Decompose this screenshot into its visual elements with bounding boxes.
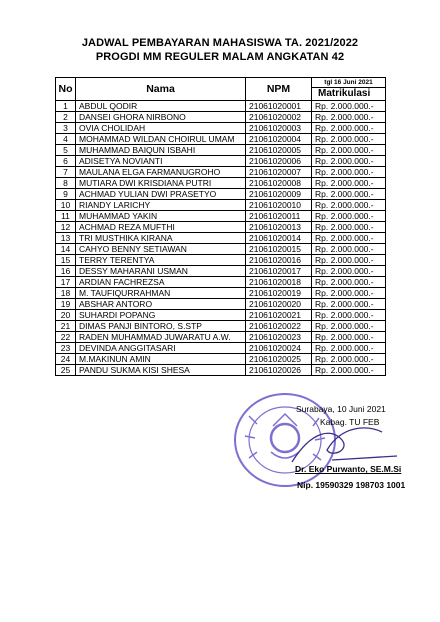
row-amount: Rp. 2.000.000.-	[312, 332, 386, 343]
row-no: 16	[56, 266, 76, 277]
table-body	[56, 101, 386, 376]
row-npm: 21061020018	[246, 277, 312, 288]
row-nama: M. TAUFIQURRAHMAN	[76, 288, 246, 299]
header-npm: NPM	[246, 78, 312, 101]
row-amount: Rp. 2.000.000.-	[312, 321, 386, 332]
row-npm: 21061020013	[246, 222, 312, 233]
row-no: 18	[56, 288, 76, 299]
row-npm: 21061020014	[246, 233, 312, 244]
row-no: 15	[56, 255, 76, 266]
row-npm: 21061020011	[246, 211, 312, 222]
row-nama: RADEN MUHAMMAD JUWARATU A.W.	[76, 332, 246, 343]
row-no: 20	[56, 310, 76, 321]
signature-place-date: Surabaya, 10 Juni 2021	[296, 404, 386, 414]
row-nama: ABDUL QODIR	[76, 101, 246, 112]
table-row	[56, 244, 386, 255]
row-npm: 21061020015	[246, 244, 312, 255]
row-no: 11	[56, 211, 76, 222]
row-amount: Rp. 2.000.000.-	[312, 178, 386, 189]
row-no: 4	[56, 134, 76, 145]
document-subtitle: PROGDI MM REGULER MALAM ANGKATAN 42	[95, 51, 345, 63]
row-amount: Rp. 2.000.000.-	[312, 354, 386, 365]
table-row	[56, 343, 386, 354]
row-amount: Rp. 2.000.000.-	[312, 189, 386, 200]
row-nama: OVIA CHOLIDAH	[76, 123, 246, 134]
table-row	[56, 365, 386, 376]
row-npm: 21061020026	[246, 365, 312, 376]
row-nama: ACHMAD YULIAN DWI PRASETYO	[76, 189, 246, 200]
row-npm: 21061020009	[246, 189, 312, 200]
row-npm: 21061020005	[246, 145, 312, 156]
signatory-name: Dr. Eko Purwanto, SE.M.Si	[295, 464, 402, 474]
row-npm: 21061020019	[246, 288, 312, 299]
header-date: tgl 16 Juni 2021	[312, 78, 386, 88]
row-no: 24	[56, 354, 76, 365]
table-row	[56, 266, 386, 277]
table-row	[56, 299, 386, 310]
row-npm: 21061020021	[246, 310, 312, 321]
row-amount: Rp. 2.000.000.-	[312, 365, 386, 376]
row-npm: 21061020017	[246, 266, 312, 277]
table-row	[56, 233, 386, 244]
header-nama: Nama	[76, 78, 246, 101]
signatory-nip: Nip. 19590329 198703 1001	[297, 480, 406, 490]
row-nama: MUHAMMAD BAIQUN ISBAHI	[76, 145, 246, 156]
table-row	[56, 277, 386, 288]
row-amount: Rp. 2.000.000.-	[312, 156, 386, 167]
row-no: 7	[56, 167, 76, 178]
document-title: JADWAL PEMBAYARAN MAHASISWA TA. 2021/2022	[81, 37, 359, 49]
row-amount: Rp. 2.000.000.-	[312, 101, 386, 112]
row-no: 25	[56, 365, 76, 376]
row-nama: ADISETYA NOVIANTI	[76, 156, 246, 167]
table-row	[56, 222, 386, 233]
row-nama: MAULANA ELGA FARMANUGROHO	[76, 167, 246, 178]
row-nama: SUHARDI POPANG	[76, 310, 246, 321]
table-row	[56, 101, 386, 112]
table-row	[56, 167, 386, 178]
row-nama: ARDIAN FACHREZSA	[76, 277, 246, 288]
row-no: 19	[56, 299, 76, 310]
row-no: 8	[56, 178, 76, 189]
row-no: 10	[56, 200, 76, 211]
row-no: 12	[56, 222, 76, 233]
table-row	[56, 310, 386, 321]
row-nama: PANDU SUKMA KISI SHESA	[76, 365, 246, 376]
row-npm: 21061020003	[246, 123, 312, 134]
row-amount: Rp. 2.000.000.-	[312, 310, 386, 321]
row-amount: Rp. 2.000.000.-	[312, 200, 386, 211]
table-row	[56, 211, 386, 222]
row-npm: 21061020023	[246, 332, 312, 343]
row-no: 14	[56, 244, 76, 255]
row-no: 22	[56, 332, 76, 343]
row-nama: DESSY MAHARANI USMAN	[76, 266, 246, 277]
row-npm: 21061020007	[246, 167, 312, 178]
row-amount: Rp. 2.000.000.-	[312, 299, 386, 310]
row-nama: DANSEI GHORA NIRBONO	[76, 112, 246, 123]
row-no: 23	[56, 343, 76, 354]
table-row	[56, 189, 386, 200]
table-row	[56, 332, 386, 343]
row-npm: 21061020025	[246, 354, 312, 365]
row-no: 2	[56, 112, 76, 123]
row-amount: Rp. 2.000.000.-	[312, 244, 386, 255]
row-nama: CAHYO BENNY SETIAWAN	[76, 244, 246, 255]
table-row	[56, 134, 386, 145]
row-nama: MUHAMMAD YAKIN	[76, 211, 246, 222]
signature-role: Kabag. TU FEB	[320, 417, 380, 427]
table-row	[56, 255, 386, 266]
row-nama: M.MAKINUN AMIN	[76, 354, 246, 365]
row-npm: 21061020024	[246, 343, 312, 354]
table-row	[56, 156, 386, 167]
row-amount: Rp. 2.000.000.-	[312, 145, 386, 156]
row-no: 13	[56, 233, 76, 244]
row-nama: DEVINDA ANGGITASARI	[76, 343, 246, 354]
row-npm: 21061020022	[246, 321, 312, 332]
row-no: 17	[56, 277, 76, 288]
row-amount: Rp. 2.000.000.-	[312, 277, 386, 288]
table-row	[56, 321, 386, 332]
row-npm: 21061020020	[246, 299, 312, 310]
row-amount: Rp. 2.000.000.-	[312, 255, 386, 266]
table-row	[56, 123, 386, 134]
row-amount: Rp. 2.000.000.-	[312, 266, 386, 277]
row-no: 3	[56, 123, 76, 134]
row-npm: 21061020006	[246, 156, 312, 167]
row-nama: TERRY TERENTYA	[76, 255, 246, 266]
row-nama: TRI MUSTHIKA KIRANA	[76, 233, 246, 244]
row-amount: Rp. 2.000.000.-	[312, 222, 386, 233]
row-nama: MUTIARA DWI KRISDIANA PUTRI	[76, 178, 246, 189]
row-nama: DIMAS PANJI BINTORO, S.STP	[76, 321, 246, 332]
row-no: 1	[56, 101, 76, 112]
table-row	[56, 112, 386, 123]
row-nama: MOHAMMAD WILDAN CHOIRUL UMAM	[76, 134, 246, 145]
row-npm: 21061020010	[246, 200, 312, 211]
row-amount: Rp. 2.000.000.-	[312, 343, 386, 354]
row-no: 21	[56, 321, 76, 332]
table-row	[56, 145, 386, 156]
row-amount: Rp. 2.000.000.-	[312, 167, 386, 178]
row-nama: ABSHAR ANTORO	[76, 299, 246, 310]
row-nama: RIANDY LARICHY	[76, 200, 246, 211]
row-amount: Rp. 2.000.000.-	[312, 112, 386, 123]
row-npm: 21061020008	[246, 178, 312, 189]
row-npm: 21061020002	[246, 112, 312, 123]
table-row	[56, 200, 386, 211]
table-row	[56, 354, 386, 365]
header-matrikulasi: Matrikulasi	[312, 88, 386, 101]
row-npm: 21061020004	[246, 134, 312, 145]
table-row	[56, 178, 386, 189]
row-no: 9	[56, 189, 76, 200]
header-no: No	[56, 78, 76, 101]
row-amount: Rp. 2.000.000.-	[312, 123, 386, 134]
row-amount: Rp. 2.000.000.-	[312, 211, 386, 222]
row-npm: 21061020016	[246, 255, 312, 266]
table-row	[56, 288, 386, 299]
row-amount: Rp. 2.000.000.-	[312, 134, 386, 145]
row-no: 6	[56, 156, 76, 167]
row-no: 5	[56, 145, 76, 156]
row-npm: 21061020001	[246, 101, 312, 112]
row-nama: ACHMAD REZA MUFTHI	[76, 222, 246, 233]
payment-table	[55, 77, 386, 376]
row-amount: Rp. 2.000.000.-	[312, 288, 386, 299]
row-amount: Rp. 2.000.000.-	[312, 233, 386, 244]
